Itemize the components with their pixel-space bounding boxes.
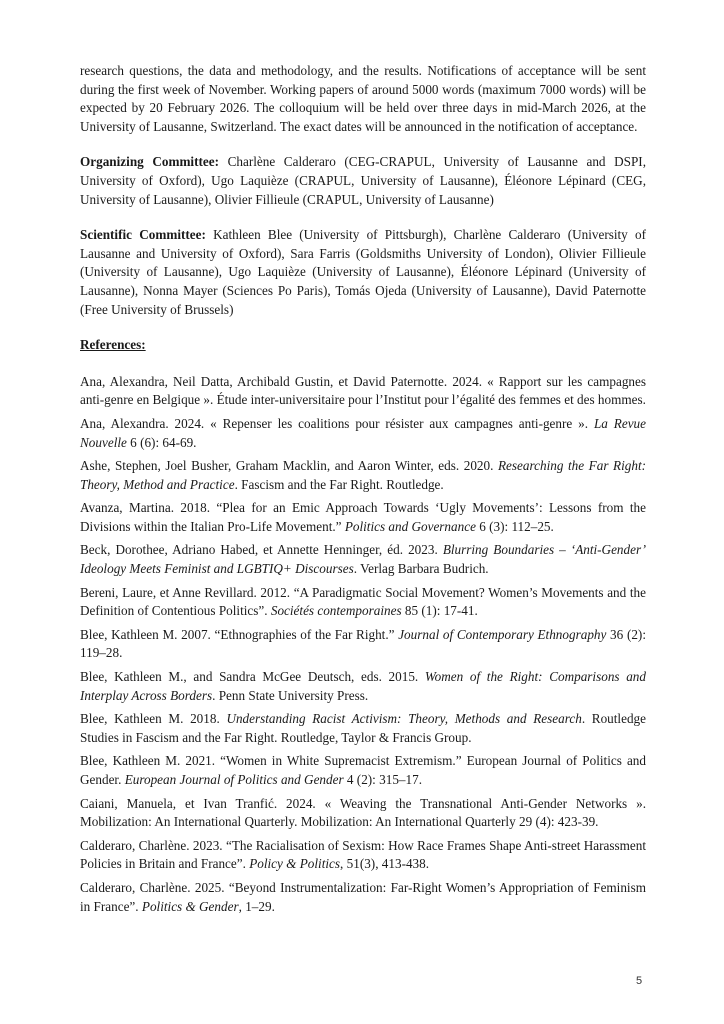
organizing-committee-label: Organizing Committee: xyxy=(80,154,219,170)
reference-text: Ashe, Stephen, Joel Busher, Graham Macklin, and Aaron Winter, eds. 2020. xyxy=(80,458,498,474)
reference-entry xyxy=(80,457,646,494)
reference-title-italic: Sociétés contemporaines xyxy=(270,603,402,619)
reference-text: Ana, Alexandra, Neil Datta, Archibald Gustin, et David Paternotte. 2024. « Rapport sur les campagnes anti-genre en Belgique ». Étude inter-universitaire pour l’Institut pour l’égalité des femmes et des hommes. xyxy=(80,373,646,408)
references-heading: References: xyxy=(80,337,146,353)
reference-entry xyxy=(80,373,646,410)
reference-text: , 1–29. xyxy=(238,898,275,914)
scientific-committee-label: Scientific Committee: xyxy=(80,227,206,243)
page-number: 5 xyxy=(636,975,643,987)
organizing-committee-text: Charlène Calderaro (CEG-CRAPUL, University of Lausanne and DSPI, University of Oxford), Ugo Laquièze (CRAPUL, University of Lausanne), Éléonore Lépinard (CEG, University of Lausanne), Olivier Fillieule (CRAPUL, University of Lausanne) xyxy=(80,154,646,207)
intro-paragraph: research questions, the data and methodology, and the results. Notifications of acceptance will be sent during the first week of November. Working papers of around 5000 words (maximum 7000 words) will be expected by 20 February 2026. The colloquium will be held over three days in mid-March 2026, at the University of Lausanne, Switzerland. The exact dates will be announced in the notification of acceptance. xyxy=(80,63,646,134)
reference-text: Avanza, Martina. 2018. “Plea for an Emic Approach Towards ‘Ugly Movements’: Lessons from the Divisions within the Italian Pro-Life Movement.” xyxy=(80,500,646,534)
reference-entry xyxy=(80,668,646,705)
reference-text: 6 (3): 112–25. xyxy=(475,518,554,534)
scientific-committee-paragraph xyxy=(80,226,646,319)
reference-text: Blee, Kathleen M. 2018. xyxy=(80,711,227,727)
reference-entry xyxy=(80,710,646,747)
reference-text: . Fascism and the Far Right. Routledge. xyxy=(234,476,444,492)
reference-title-italic: Politics & Gender xyxy=(141,898,239,914)
reference-text: Blee, Kathleen M., and Sandra McGee Deutsch, eds. 2015. xyxy=(80,669,425,685)
reference-text: . Penn State University Press. xyxy=(212,687,369,703)
reference-text: Bereni, Laure, et Anne Revillard. 2012. “A Paradigmatic Social Movement? Women’s Movements and the Definition of Contentious Politics”. xyxy=(80,584,646,619)
reference-text: Blee, Kathleen M. 2007. “Ethnographies of the Far Right.” xyxy=(80,626,399,642)
reference-entry xyxy=(80,795,646,832)
reference-text: . Verlag Barbara Budrich. xyxy=(353,561,489,577)
reference-text: Calderaro, Charlène. 2025. “Beyond Instrumentalization: Far-Right Women’s Appropriation of Feminism in France”. xyxy=(80,879,646,914)
reference-title-italic: Policy & Politics xyxy=(249,856,341,872)
reference-text: . Routledge Studies in Fascism and the Far Right. Routledge, Taylor & Francis Group. xyxy=(80,711,646,745)
reference-title-italic: Researching the Far Right: Theory, Method and Practice xyxy=(80,458,646,492)
reference-text: Calderaro, Charlène. 2023. “The Racialisation of Sexism: How Race Frames Shape Anti-street Harassment Policies in Britain and France”. xyxy=(80,837,646,872)
reference-title-italic: Blurring Boundaries – ‘Anti-Gender’ Ideology Meets Feminist and LGBTIQ+ Discourses xyxy=(80,542,646,577)
reference-title-italic: European Journal of Politics and Gender xyxy=(124,772,344,787)
reference-entry xyxy=(80,541,646,578)
reference-title-italic: Politics and Governance xyxy=(344,518,476,534)
reference-entry xyxy=(80,879,646,916)
reference-entry xyxy=(80,499,646,536)
reference-text: Caiani, Manuela, et Ivan Tranfić. 2024. « Weaving the Transnational Anti-Gender Networks ». Mobilization: An International Quarterly. Mobilization: An International Quarterly 29 (4): 423-39. xyxy=(80,795,646,830)
reference-title-italic: Women of the Right: Comparisons and Interplay Across Borders xyxy=(80,669,646,703)
document-page xyxy=(80,62,646,921)
reference-text: Ana, Alexandra. 2024. « Repenser les coalitions pour résister aux campagnes anti-genre ». xyxy=(80,415,594,431)
organizing-committee-paragraph xyxy=(80,153,646,209)
reference-entry xyxy=(80,626,646,663)
reference-title-italic: Journal of Contemporary Ethnography xyxy=(398,626,607,642)
reference-text: 6 (6): 64-69. xyxy=(126,434,197,450)
reference-entry xyxy=(80,752,646,789)
reference-title-italic: Understanding Racist Activism: Theory, Methods and Research xyxy=(226,711,582,727)
reference-entry xyxy=(80,584,646,621)
references-list xyxy=(80,373,646,916)
reference-entry xyxy=(80,837,646,874)
reference-text: 4 (2): 315–17. xyxy=(343,772,422,787)
reference-text: Beck, Dorothee, Adriano Habed, et Annette Henninger, éd. 2023. xyxy=(80,542,443,558)
reference-text: 85 (1): 17-41. xyxy=(401,603,478,619)
reference-entry xyxy=(80,415,646,452)
reference-title-italic: La Revue Nouvelle xyxy=(80,415,646,450)
reference-text: 36 (2): 119–28. xyxy=(80,626,646,661)
scientific-committee-text: Kathleen Blee (University of Pittsburgh), Charlène Calderaro (University of Lausanne and University of Oxford), Sara Farris (Goldsmiths University of London), Olivier Fillieule (University of Lausanne), Ugo Laquièze (University of Lausanne), Éléonore Lépinard (University of Lausanne), Nonna Mayer (Sciences Po Paris), Tomás Ojeda (University of Lausanne), David Paternotte (Free University of Brussels) xyxy=(80,227,646,317)
reference-text: , 51(3), 413-438. xyxy=(340,856,430,872)
reference-text: Blee, Kathleen M. 2021. “Women in White Supremacist Extremism.” European Journal of Politics and Gender. xyxy=(80,753,646,787)
